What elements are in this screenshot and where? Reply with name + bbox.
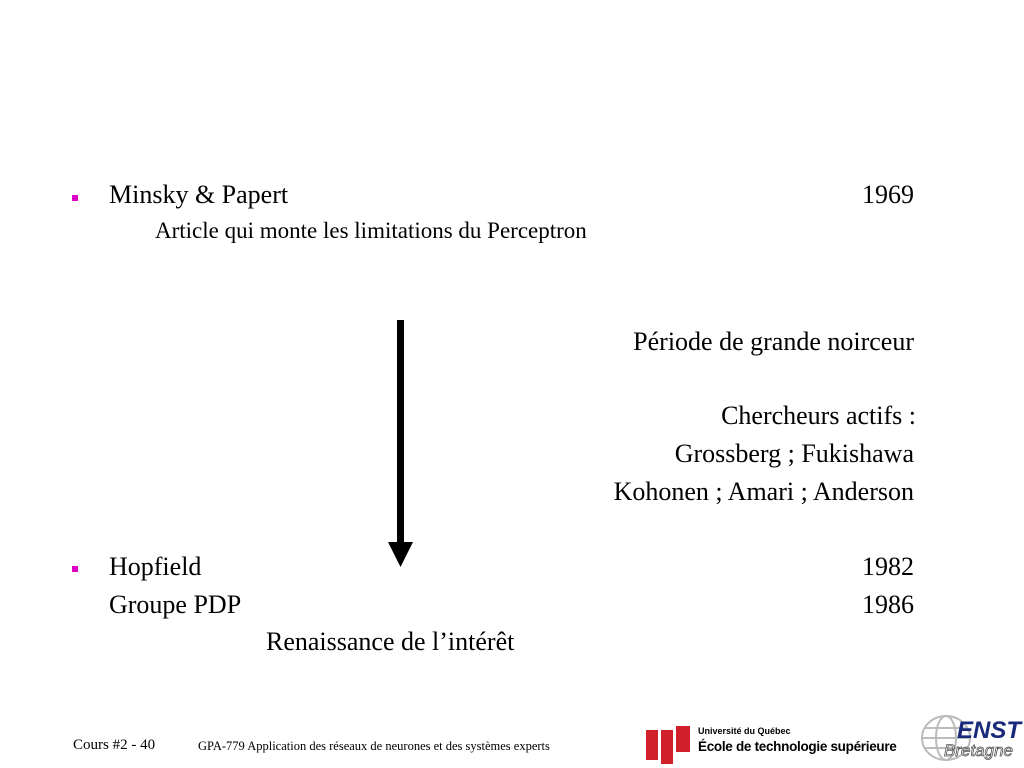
minsky-year: 1969: [862, 180, 914, 209]
bullet-marker: [72, 195, 78, 201]
ets-school-label: École de technologie supérieure: [698, 739, 897, 754]
pdp-title: Groupe PDP: [109, 590, 242, 619]
course-title: GPA-779 Application des réseaux de neurones et des systèmes experts: [198, 739, 550, 753]
researchers-label: Chercheurs actifs :: [721, 401, 916, 430]
minsky-title: Minsky & Papert: [109, 180, 289, 209]
timeline-arrow-icon: [386, 320, 416, 570]
researchers-line-1: Grossberg ; Fukishawa: [674, 439, 914, 468]
researchers-line-2: Kohonen ; Amari ; Anderson: [613, 477, 914, 506]
hopfield-year: 1982: [862, 552, 914, 581]
renaissance-text: Renaissance de l’intérêt: [266, 627, 515, 656]
enst-label: ENST: [957, 717, 1022, 744]
ets-university-label: Université du Québec: [698, 726, 791, 736]
minsky-description: Article qui monte les limitations du Perceptron: [155, 218, 587, 243]
bretagne-label: Bretagne: [944, 741, 1013, 760]
ets-logo-icon: [646, 726, 692, 764]
bullet-marker: [72, 566, 78, 572]
hopfield-title: Hopfield: [109, 552, 202, 581]
dark-period-text: Période de grande noirceur: [633, 327, 914, 356]
pdp-year: 1986: [862, 590, 914, 619]
slide-number: Cours #2 - 40: [73, 737, 156, 753]
